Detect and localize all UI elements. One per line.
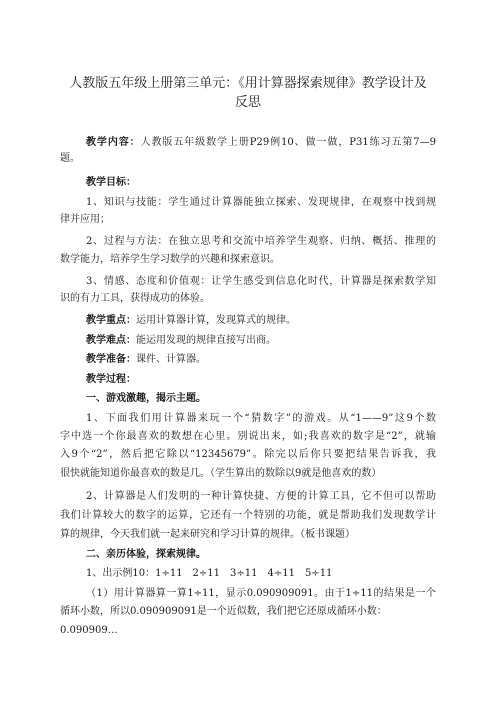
- document-title-cont: [60, 91, 436, 110]
- title-line-2: 反思: [234, 95, 261, 110]
- content-paragraph-cont: [60, 152, 436, 165]
- label-key: 教学重点：: [86, 315, 136, 326]
- goal-1: 1、知识与技能：学生通过计算器能独立探索、发现规律，在观察中找到规: [86, 197, 436, 208]
- label-content: 教学内容：: [86, 137, 141, 148]
- goals-heading: 教学目标：: [86, 177, 136, 188]
- example-step-1-cont: 0.090909…: [60, 625, 118, 636]
- key-points: [86, 314, 462, 327]
- example-step-1: （1）用计算器算一算1÷11，显示0.090909091。由于1÷11的结果是一个: [86, 588, 436, 599]
- example-10: 1、出示例10：1÷11 2÷11 3÷11 4÷11 5÷11: [86, 568, 333, 579]
- difficult-points: [86, 334, 462, 347]
- document-title: [60, 72, 436, 91]
- key-text: 运用计算器计算，发现算式的规律。: [136, 315, 296, 326]
- goal-2-cont: 数学能力，培养学生学习数学的兴趣和探索意识。: [60, 254, 280, 265]
- label-prep: 教学准备：: [86, 354, 136, 365]
- goal-2: 2、过程与方法：在独立思考和交流中培养学生观察、归纳、概括、推理的: [86, 236, 436, 247]
- preparation: [86, 353, 462, 366]
- goal-3: 3、情感、态度和价值观：让学生感受到信息化时代，计算器是探索数学知: [86, 276, 436, 287]
- prep-text: 课件、计算器。: [136, 354, 206, 365]
- goal-3-cont: 识的有力工具，获得成功的体验。: [60, 293, 210, 304]
- paragraph-1-cont: 字中选一个你最喜欢的数想在心里。别说出来，如;我喜欢的数字是“2”，就输: [60, 431, 436, 442]
- content-paragraph: [86, 136, 436, 149]
- section-2-heading: 二、亲历体验，探索规律。: [86, 549, 206, 560]
- goal-1-cont: 律并应用；: [60, 214, 110, 225]
- content-text-cont: 题。: [60, 153, 80, 164]
- paragraph-1-cont: 很快就能知道你最喜欢的数是几。（学生算出的数除以9就是他喜欢的数）: [60, 468, 382, 479]
- label-difficult: 教学难点：: [86, 335, 136, 346]
- paragraph-2: 2、计算器是人们发明的一种计算快捷、方便的计算工具，它不但可以帮助: [86, 491, 436, 502]
- paragraph-1-cont: 入9个“2”，然后把它除以“12345679”。除完以后你只要把结果告诉我，我: [60, 449, 436, 460]
- title-line-1: 人教版五年级上册第三单元：《用计算器探索规律》教学设计及: [69, 76, 427, 91]
- paragraph-1: 1、下面我们用计算器来玩一个“猜数字”的游戏。从“1——9”这9个数: [86, 413, 436, 424]
- content-text: 人教版五年级数学上册P29例10、做一做，P31练习五第7—9: [140, 137, 437, 148]
- paragraph-2-cont: 我们计算较大的数字的运算，它还有一个特别的功能，就是帮助我们发现数学计: [60, 510, 436, 521]
- process-heading: 教学过程：: [86, 374, 136, 385]
- section-1-heading: 一、游戏激趣，揭示主题。: [86, 393, 206, 404]
- example-step-1-cont: 循环小数，所以0.090909091是一个近似数，我们把它还原成循环小数：: [60, 606, 387, 617]
- difficult-text: 能运用发现的规律直接写出商。: [136, 335, 276, 346]
- paragraph-2-cont: 算的规律，今天我们就一起来研究和学习计算的规律。（板书课题）: [60, 529, 355, 540]
